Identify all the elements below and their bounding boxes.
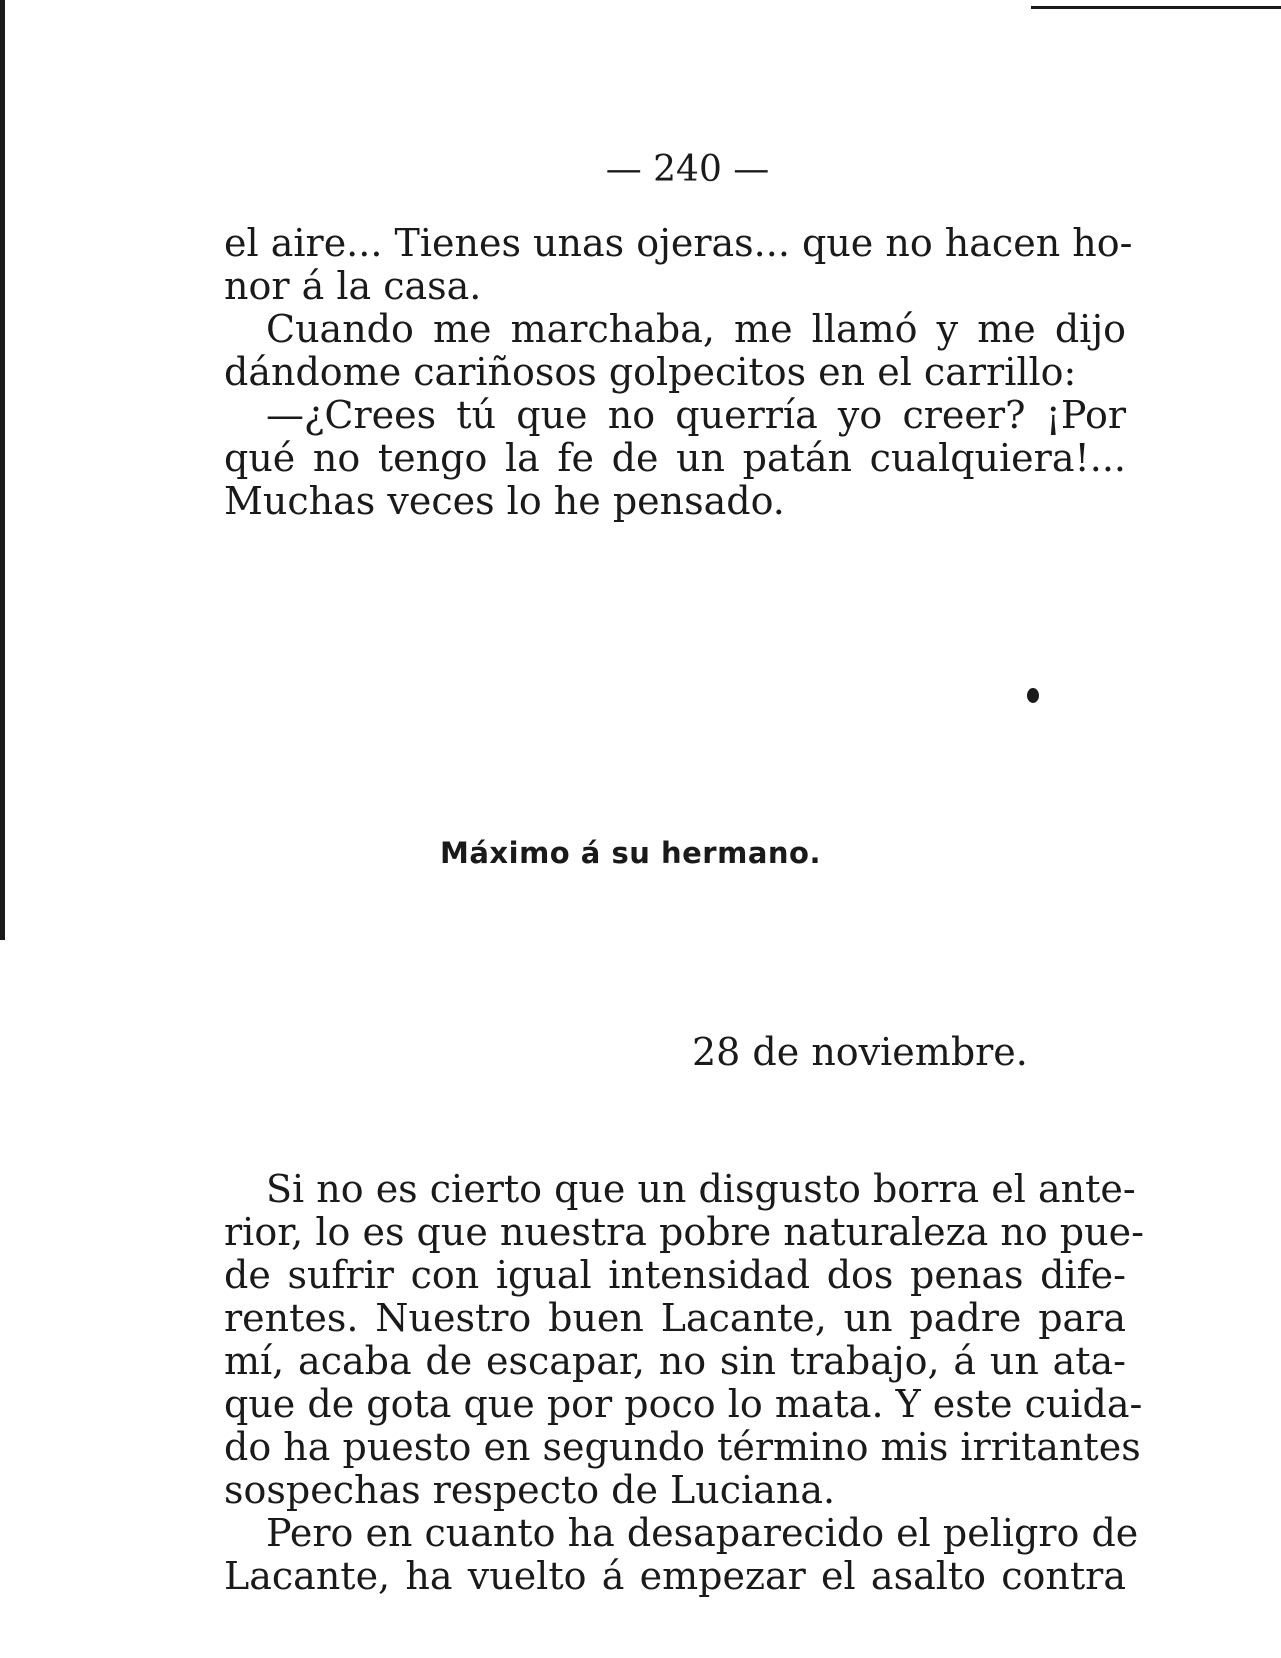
- text-line: nor á la casa.: [224, 264, 482, 308]
- scan-top-edge: [1031, 6, 1281, 9]
- section-heading: Máximo á su hermano.: [440, 836, 821, 870]
- scan-left-edge: [0, 0, 5, 940]
- text-line: dándome cariñosos golpecitos en el carrillo:: [224, 350, 1077, 394]
- text-line: mí, acaba de escapar, no sin trabajo, á un ata-: [224, 1339, 1126, 1383]
- text-line: qué no tengo la fe de un patán cualquiera!...: [224, 436, 1126, 480]
- page-number: — 240 —: [605, 149, 770, 190]
- text-line: Muchas veces lo he pensado.: [224, 479, 785, 523]
- text-line: de sufrir con igual intensidad dos penas dife-: [224, 1253, 1126, 1297]
- text-line: Pero en cuanto ha desaparecido el peligro de: [266, 1511, 1139, 1555]
- text-line: sospechas respecto de Luciana.: [224, 1468, 836, 1512]
- text-line: el aire... Tienes unas ojeras... que no hacen ho-: [224, 221, 1133, 265]
- text-block-continued: [224, 221, 1133, 523]
- text-line: que de gota que por poco lo mata. Y este cuida-: [224, 1382, 1143, 1426]
- text-line: do ha puesto en segundo término mis irritantes: [224, 1425, 1141, 1469]
- text-line: —¿Crees tú que no querría yo creer? ¡Por: [266, 393, 1126, 437]
- text-line: rior, lo es que nuestra pobre naturaleza no pue-: [224, 1210, 1144, 1254]
- text-line: Lacante, ha vuelto á empezar el asalto contra: [224, 1554, 1126, 1598]
- text-line: rentes. Nuestro buen Lacante, un padre para: [224, 1296, 1126, 1340]
- text-block-letter: [224, 1167, 1144, 1598]
- text-line: Cuando me marchaba, me llamó y me dijo: [266, 307, 1126, 351]
- scan-ink-spot: [1027, 688, 1039, 703]
- letter-date: 28 de noviembre.: [692, 1030, 1028, 1074]
- text-line: Si no es cierto que un disgusto borra el ante-: [266, 1167, 1136, 1211]
